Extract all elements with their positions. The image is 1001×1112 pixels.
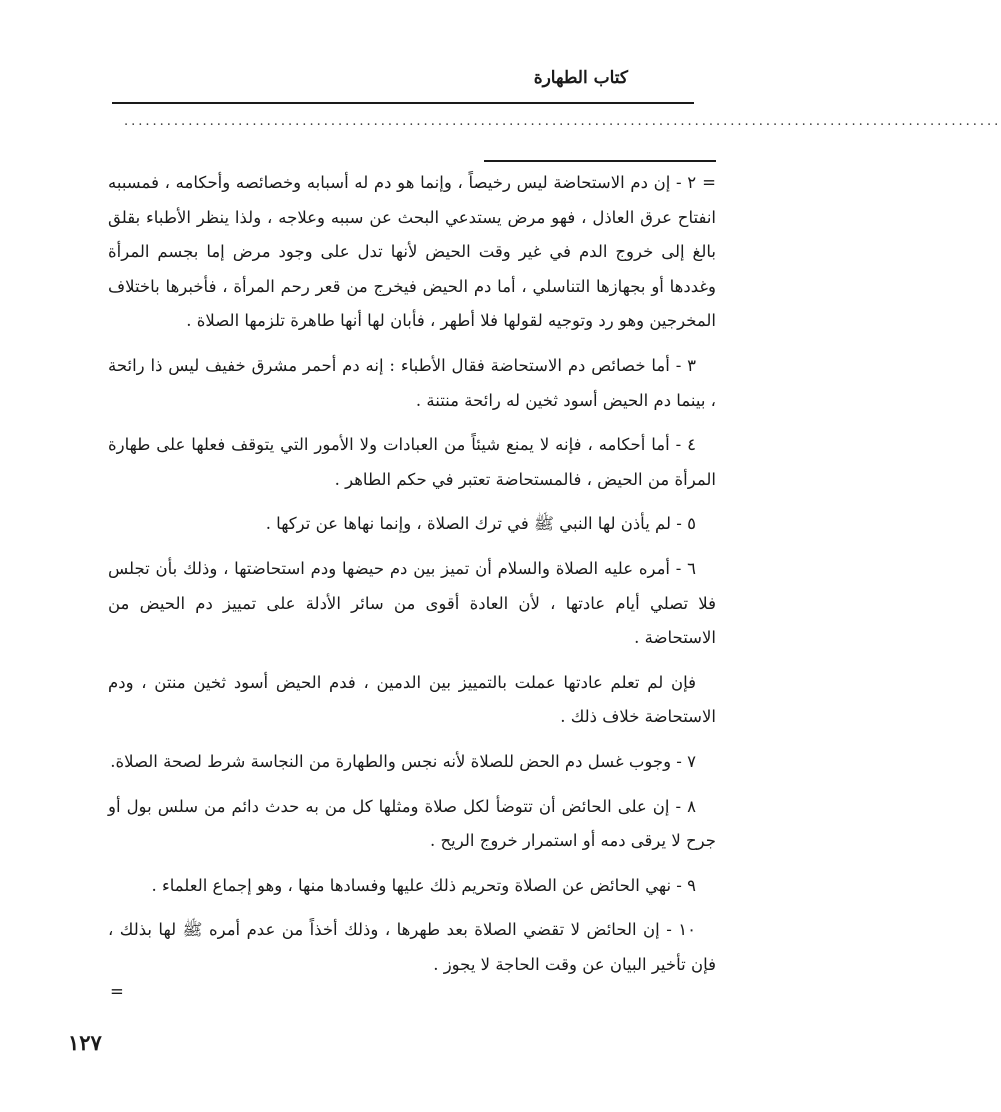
paragraph-9-text: ٩ - نهي الحائض عن الصلاة وتحريم ذلك عليها وفسادها منها ، وهو إجماع العلماء . [151,875,696,895]
paragraph-6 [108,552,716,656]
running-header-title: كتاب الطهارة [533,68,628,88]
page-number: ١٢٧ [68,1030,102,1055]
continuation-mark: = [702,173,716,192]
paragraph-2-text: ٢ - إن دم الاستحاضة ليس رخيصاً ، وإنما هو دم له أسبابه وخصائصه وأحكامه ، فمسببه انفتاح عرق العاذل ، فهو مرض يستدعي البحث عن سببه وعلاجه ، ولذا ينظر الأطباء بقلق بالغ إلى خروج الدم في غير وقت الحيض لأنها تدل على وجود مرض إما بجسم المرأة وغددها أو بجهازها التناسلي ، أما دم الحيض فيخرج من قعر رحم المرأة ، فأخبرها باختلاف المخرجين وهو رد وتوجيه لقولها فلا أطهر ، فأبان لها أنها طاهرة تلزمها الصلاة . [108,173,716,331]
section-rule [484,160,716,162]
paragraph-3 [108,349,716,418]
paragraph-4 [108,428,716,497]
paragraph-5 [108,507,716,542]
paragraph-6-continued [108,666,716,735]
paragraph-9 [108,869,716,904]
paragraph-10 [108,913,716,982]
paragraph-10-text: ١٠ - إن الحائض لا تقضي الصلاة بعد طهرها ، وذلك أخذاً من عدم أمره ﷺ لها بذلك ، فإن تأخير البيان عن وقت الحاجة لا يجوز . [108,920,716,974]
paragraph-6-continued-text: فإن لم تعلم عادتها عملت بالتمييز بين الدمين ، فدم الحيض أسود ثخين منتن ، ودم الاستحاضة خلاف ذلك . [108,672,716,727]
paragraph-3-text: ٣ - أما خصائص دم الاستحاضة فقال الأطباء : إنه دم أحمر مشرق خفيف ليس ذا رائحة ، بينما دم الحيض أسود ثخين له رائحة منتنة . [108,355,716,410]
paragraph-8-text: ٨ - إن على الحائض أن تتوضأ لكل صلاة ومثلها كل من به حدث دائم من سلس بول أو جرح لا يرقى دمه أو استمرار خروج الريح . [108,796,716,851]
paragraph-4-text: ٤ - أما أحكامه ، فإنه لا يمنع شيئاً من العبادات ولا الأمور التي يتوقف فعلها على طهارة المرأة من الحيض ، فالمستحاضة تعتبر في حكم الطاهر . [108,435,716,489]
paragraph-2 [108,166,716,339]
header-rule [112,102,694,104]
paragraph-7-text: ٧ - وجوب غسل دم الحض للصلاة لأنه نجس والطهارة من النجاسة شرط لصحة الصلاة. [110,751,696,771]
continues-mark: = [110,982,124,1001]
paragraph-8 [108,790,716,859]
body-text [108,166,716,982]
paragraph-7 [108,745,716,780]
dotted-separator: ........................................................................................................................... [124,114,1001,129]
paragraph-6-text: ٦ - أمره عليه الصلاة والسلام أن تميز بين دم حيضها ودم استحاضتها ، وذلك بأن تجلس فلا تصلي أيام عادتها ، لأن العادة أقوى من سائر الأدلة على تمييز دم الحيض من الاستحاضة . [108,558,716,648]
paragraph-5-text: ٥ - لم يأذن لها النبي ﷺ في ترك الصلاة ، وإنما نهاها عن تركها . [265,514,696,534]
